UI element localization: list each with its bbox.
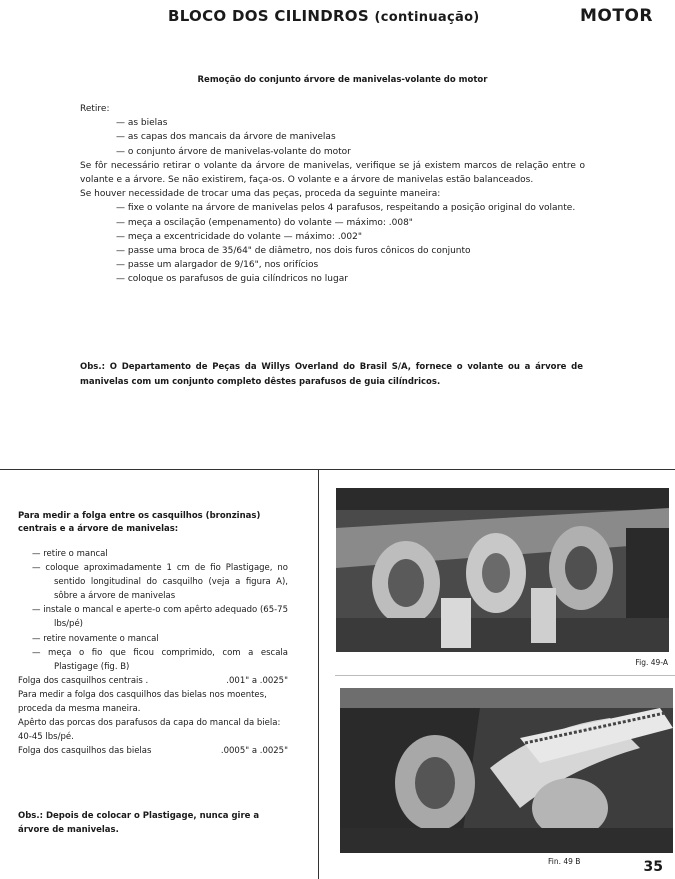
figure-49b-photo [340, 688, 673, 853]
list-item: — coloque os parafusos de guia cilíndricos no lugar [116, 274, 348, 285]
list-item: — as capas dos mancais da árvore de manivelas [116, 132, 336, 143]
removal-heading: Remoção do conjunto árvore de manivelas-volante do motor [197, 75, 488, 85]
observation-note: Obs.: Depois de colocar o Plastigage, nunca gire a árvore de manivelas. [18, 811, 260, 835]
removal-paragraph: Se houver necessidade de trocar uma das peças, proceda da seguinte maneira: [80, 189, 441, 200]
removal-text [80, 102, 585, 287]
list-item: — as bielas [116, 118, 168, 129]
spec-value: .001" a .0025" [226, 675, 288, 686]
page-title: BLOCO DOS CILINDROS (continuação) [168, 7, 480, 25]
list-item: — instale o mancal e aperte-o com apêrto adequado (65-75 lbs/pé) [32, 605, 288, 630]
page-number: 35 [643, 859, 663, 875]
spec-central-clearance [18, 674, 288, 688]
figure-caption: Fin. 49 B [548, 857, 581, 866]
spec-rod-clearance [18, 744, 288, 758]
spec-label: Folga dos casquilhos centrais . [18, 675, 149, 686]
list-item: — meça a oscilação (empenamento) do volante — máximo: .008" [116, 217, 413, 228]
figure-separator [335, 675, 675, 676]
observation-note: Obs.: O Departamento de Peças da Willys Overland do Brasil S/A, fornece o volante ou a árvore de manivelas com um conjunto completo dêstes parafusos de guia cilíndricos. [80, 362, 583, 387]
bearing-clearance-text [18, 510, 288, 758]
removal-intro: Retire: [80, 104, 110, 114]
plastigage-photo-illustration [340, 688, 673, 853]
list-item: — passe uma broca de 35/64" de diâmetro, nos dois furos cônicos do conjunto [116, 246, 471, 257]
list-item: — retire o mancal [32, 549, 108, 559]
title-suffix: (continuação) [374, 10, 480, 25]
section-label: MOTOR [579, 6, 653, 26]
rods-paragraph: Para medir a folga dos casquilhos das bielas nos moentes, proceda da mesma maneira. [18, 689, 267, 715]
bearing-heading: Para medir a folga entre os casquilhos (bronzinas) centrais e a árvore de manivelas: [18, 511, 261, 534]
removal-paragraph: Se fôr necessário retirar o volante da árvore de manivelas, verifique se já existem marcos de relação entre o volante e a árvore. Se não existirem, faça-os. O volante e a árvore de manivelas estão balanceados. [80, 160, 585, 186]
list-item: — fixe o volante na árvore de manivelas pelos 4 parafusos, respeitando a posição original do volante. [116, 203, 576, 214]
crankshaft-photo-illustration [336, 488, 669, 652]
list-item: — meça o fio que ficou comprimido, com a escala Plastigage (fig. B) [32, 647, 288, 672]
torque-paragraph: Apêrto das porcas dos parafusos da capa do mancal da biela: 40-45 lbs/pé. [18, 718, 281, 743]
vertical-divider [318, 469, 319, 879]
list-item: — passe um alargador de 9/16", nos orifícios [116, 260, 319, 271]
figure-49a-photo [336, 488, 669, 652]
horizontal-divider [0, 469, 675, 470]
spec-label: Folga dos casquilhos das bielas [18, 746, 152, 757]
list-item: — coloque aproximadamente 1 cm de fio Plastigage, no sentido longitudinal do casquilho (veja a figura A), sôbre a árvore de manivelas [32, 563, 288, 602]
list-item: — o conjunto árvore de manivelas-volante do motor [116, 146, 351, 157]
list-item: — meça a excentricidade do volante — máximo: .002" [116, 231, 362, 242]
list-item: — retire novamente o mancal [32, 633, 159, 644]
figure-caption: Fig. 49-A [635, 658, 668, 667]
spec-value: .0005" a .0025" [220, 746, 288, 757]
